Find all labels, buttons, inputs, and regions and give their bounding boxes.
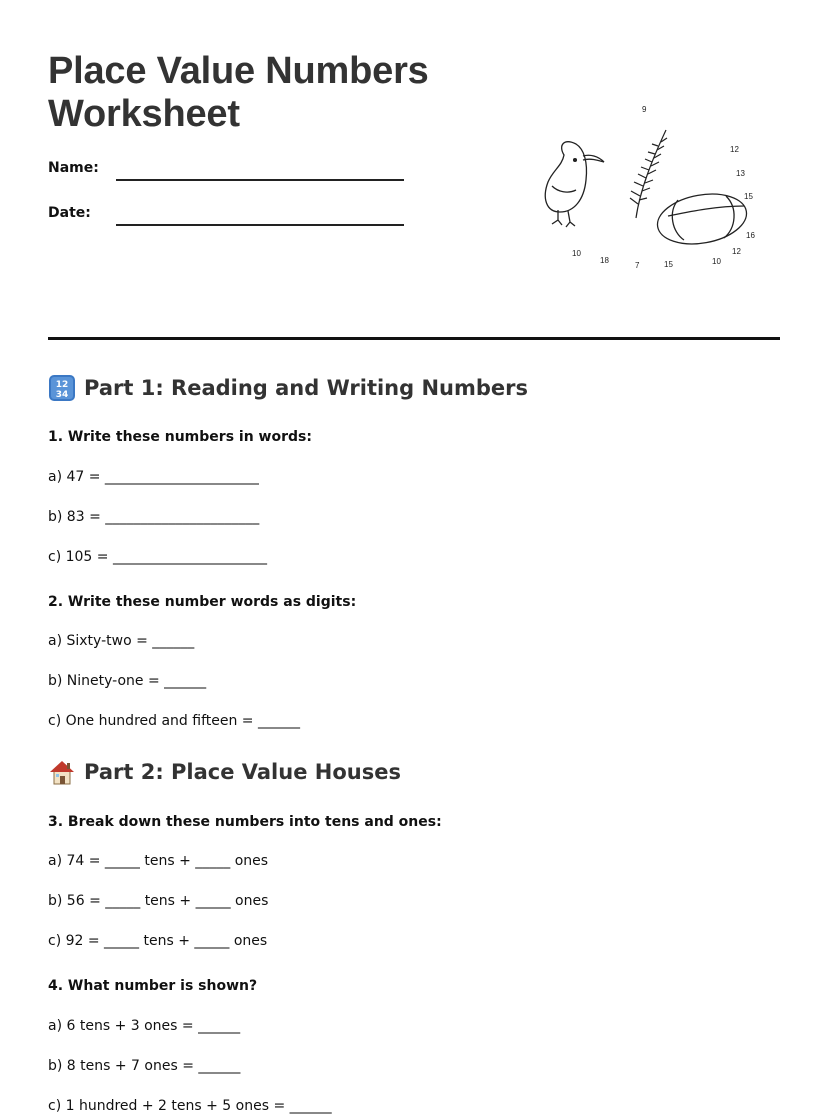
dot-number: 18 bbox=[600, 256, 609, 265]
kiwi-fern-rugby-illustration bbox=[528, 100, 760, 275]
q1-item-a[interactable]: a) 47 = ______________________ bbox=[48, 469, 259, 485]
dot-number: 10 bbox=[572, 249, 581, 258]
q1-item-c[interactable]: c) 105 = ______________________ bbox=[48, 549, 267, 565]
keycap-1234-icon bbox=[48, 374, 76, 402]
q2-item-c[interactable]: c) One hundred and fifteen = ______ bbox=[48, 713, 300, 729]
dot-number: 15 bbox=[744, 192, 753, 201]
svg-text:12: 12 bbox=[55, 380, 69, 390]
part1-heading bbox=[48, 374, 528, 402]
q4-prompt: 4. What number is shown? bbox=[48, 978, 258, 994]
dot-number: 13 bbox=[736, 169, 745, 178]
fern-icon bbox=[630, 130, 667, 218]
dot-number: 15 bbox=[664, 260, 673, 269]
name-line[interactable] bbox=[116, 179, 404, 181]
q1-prompt: 1. Write these numbers in words: bbox=[48, 429, 312, 445]
q4-item-b[interactable]: b) 8 tens + 7 ones = ______ bbox=[48, 1058, 241, 1074]
dot-number: 16 bbox=[746, 231, 755, 240]
date-line[interactable] bbox=[116, 224, 404, 226]
q4-item-c[interactable]: c) 1 hundred + 2 tens + 5 ones = ______ bbox=[48, 1098, 332, 1114]
q3-item-b[interactable]: b) 56 = _____ tens + _____ ones bbox=[48, 893, 269, 909]
header-divider bbox=[48, 337, 780, 340]
q1-item-b[interactable]: b) 83 = ______________________ bbox=[48, 509, 260, 525]
q3-item-c[interactable]: c) 92 = _____ tens + _____ ones bbox=[48, 933, 268, 949]
dot-number: 12 bbox=[730, 145, 739, 154]
house-icon bbox=[48, 758, 76, 786]
q2-prompt: 2. Write these number words as digits: bbox=[48, 594, 357, 610]
dot-number: 9 bbox=[642, 105, 647, 114]
date-label: Date: bbox=[48, 205, 91, 221]
rugby-ball-icon bbox=[654, 188, 751, 251]
name-label: Name: bbox=[48, 160, 99, 176]
svg-text:34: 34 bbox=[55, 390, 69, 400]
dot-number: 10 bbox=[712, 257, 721, 266]
q2-item-b[interactable]: b) Ninety-one = ______ bbox=[48, 673, 207, 689]
part2-heading bbox=[48, 758, 401, 786]
kiwi-bird-icon bbox=[545, 142, 604, 227]
dot-number: 7 bbox=[635, 261, 640, 270]
q3-item-a[interactable]: a) 74 = _____ tens + _____ ones bbox=[48, 853, 269, 869]
q2-item-a[interactable]: a) Sixty-two = ______ bbox=[48, 633, 195, 649]
part2-heading-text: Part 2: Place Value Houses bbox=[84, 760, 401, 784]
worksheet-title: Place Value Numbers Worksheet bbox=[48, 50, 429, 135]
q3-prompt: 3. Break down these numbers into tens and ones: bbox=[48, 814, 442, 830]
q4-item-a[interactable]: a) 6 tens + 3 ones = ______ bbox=[48, 1018, 241, 1034]
part1-heading-text: Part 1: Reading and Writing Numbers bbox=[84, 376, 529, 400]
dot-number: 12 bbox=[732, 247, 741, 256]
